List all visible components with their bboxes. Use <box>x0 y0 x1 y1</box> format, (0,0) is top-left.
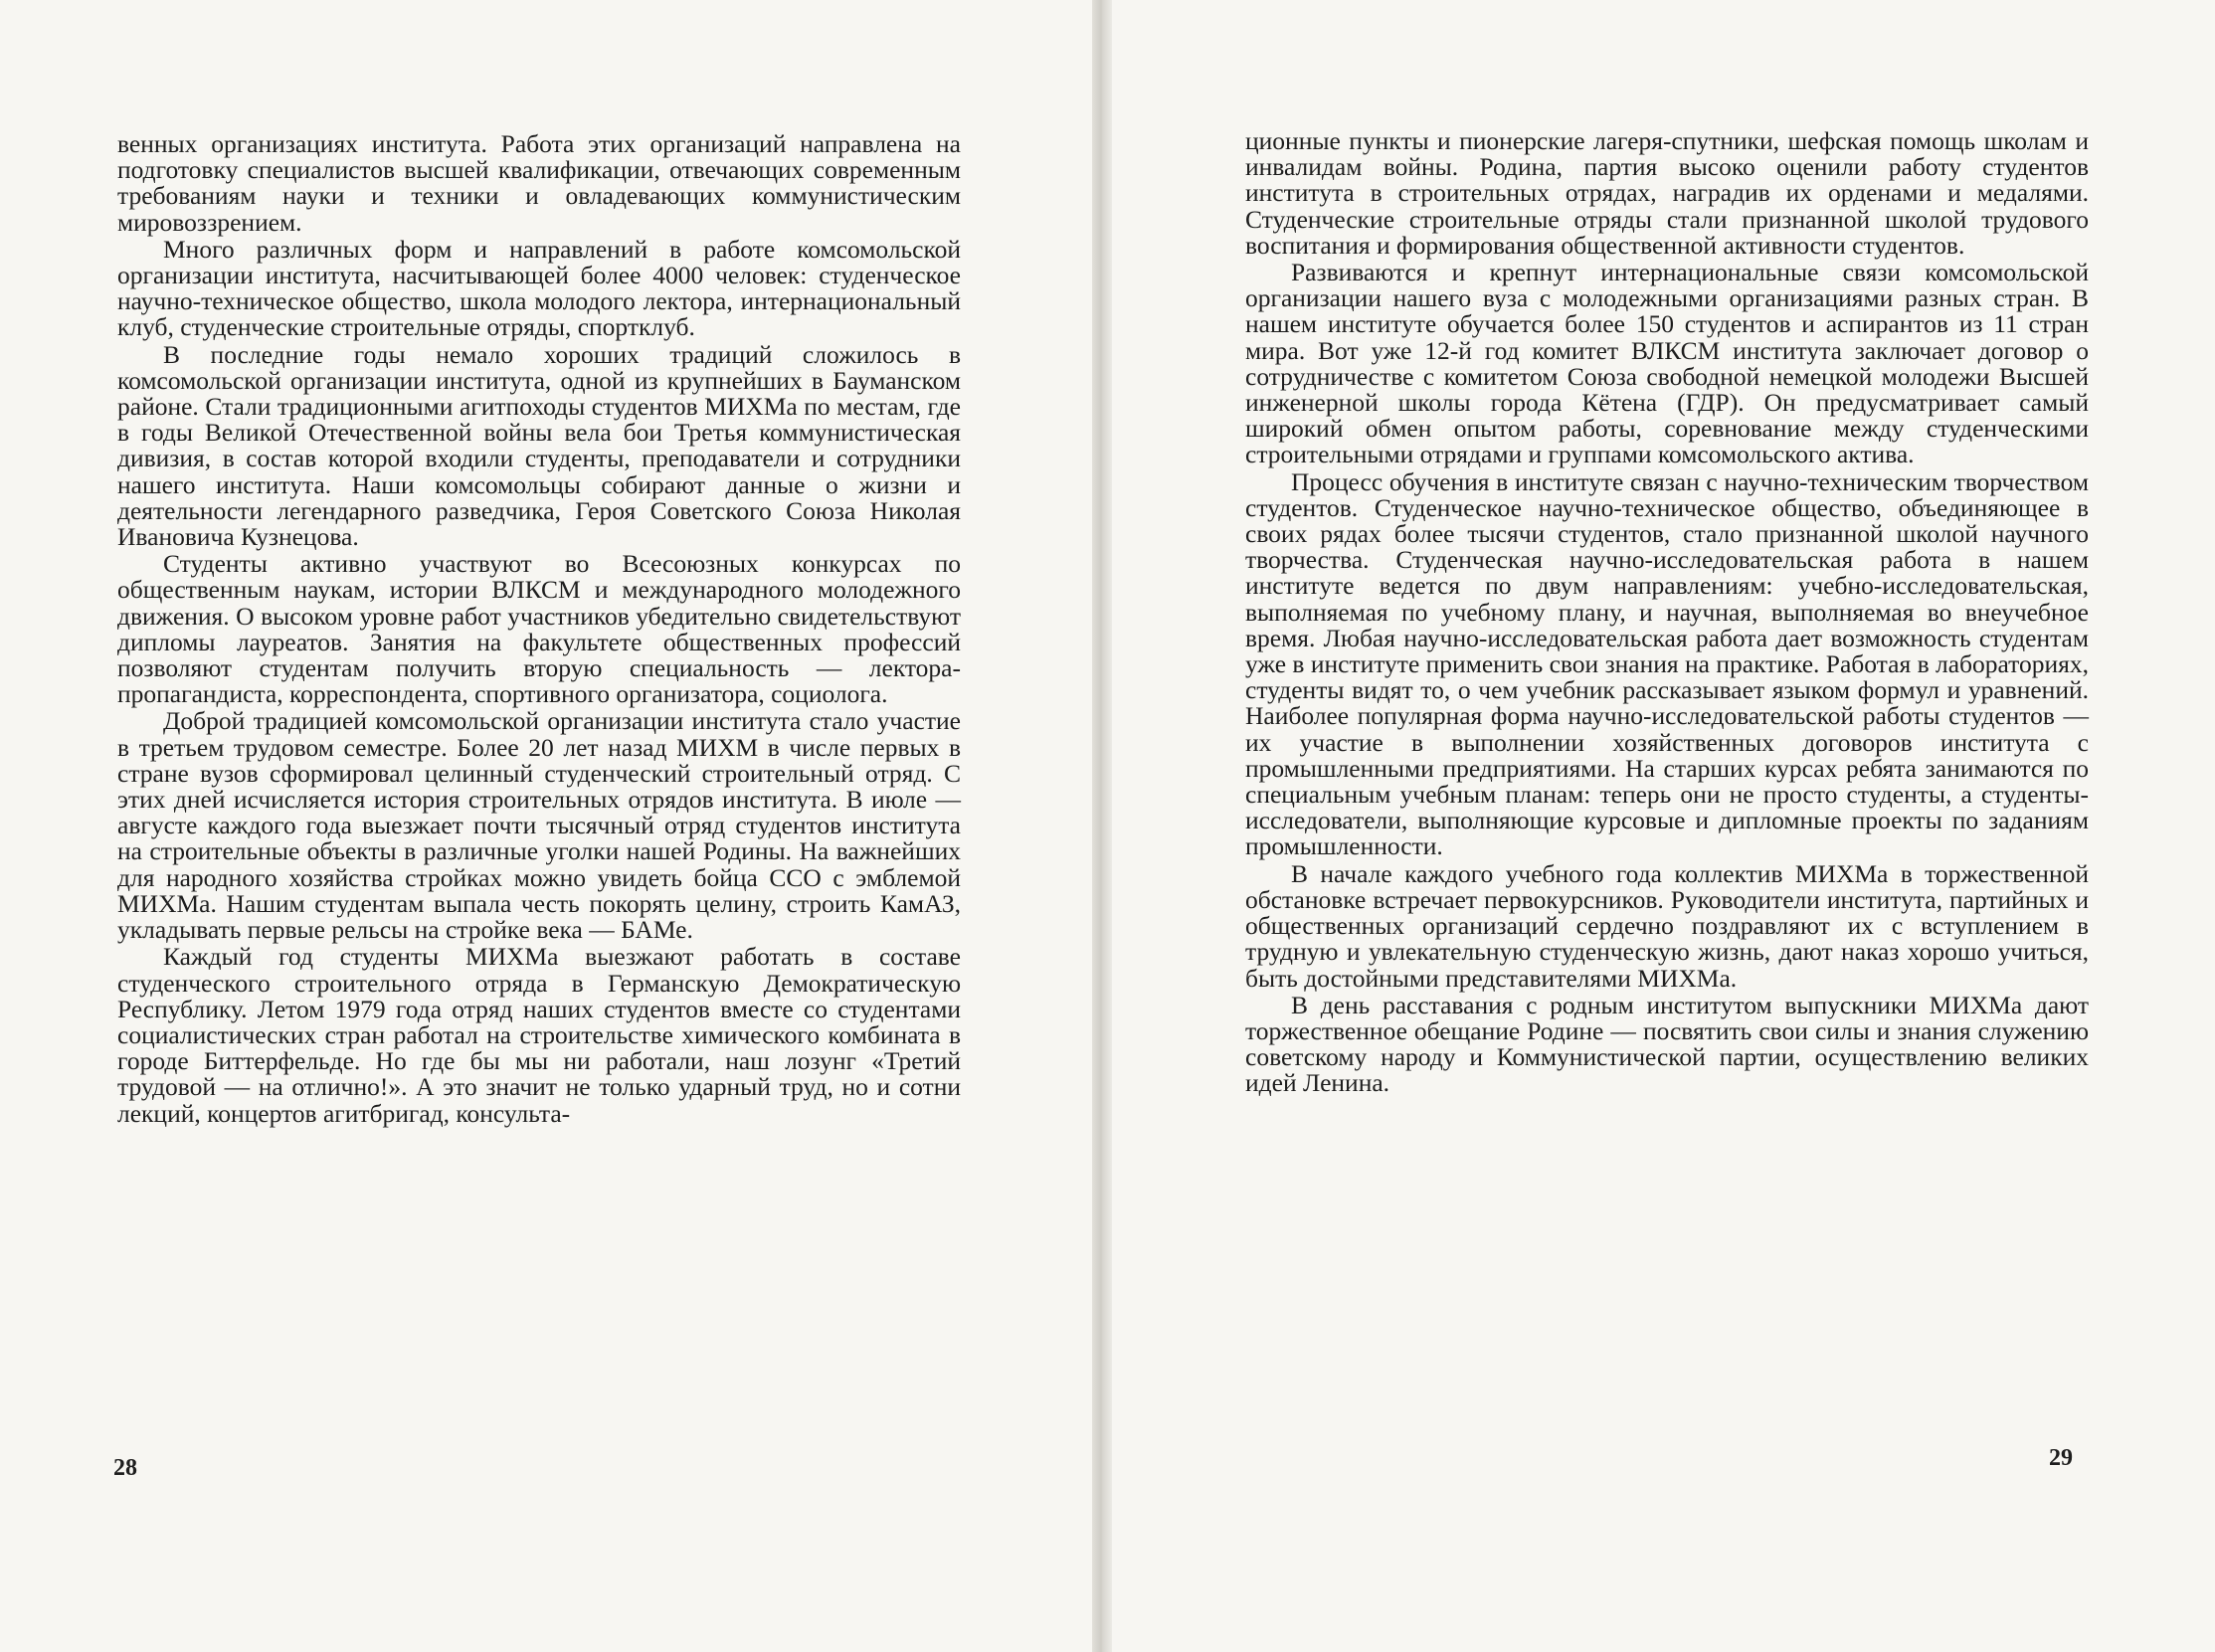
paragraph: Процесс обучения в институте связан с научно-техническим творчеством студентов. Студенческое научно-техническое общество, объединяющее в своих рядах более тысячи студентов, стало признанной школой научного творчества. Студенческая научно-исследовательская работа в нашем институте ведется по двум направлениям: учебно-исследовательская, выполняемая по учебному плану, и научная, выполняемая во внеучебное время. Любая научно-исследовательская работа дает возможность студентам уже в институте применить свои знания на практике. Работая в лабораториях, студенты видят то, о чем учебник рассказывает языком формул и уравнений. Наиболее популярная форма научно-исследовательской работы студентов — их участие в выполнении хозяйственных договоров института с промышленными предприятиями. На старших курсах ребята занимаются по специальным учебным планам: теперь они не просто студенты, а студенты-исследователи, выполняющие курсовые и дипломные проекты по заданиям промышленности. <box>1245 466 2089 861</box>
paragraph: венных организациях института. Работа этих организаций направлена на подготовку специалистов высшей квалификации, отвечающих современным требованиям науки и техники и овладевающих коммунистическим мировоззрением. <box>117 129 961 237</box>
paragraph: Доброй традицией комсомольской организации института стало участие в третьем трудовом семестре. Более 20 лет назад МИХМ в числе первых в стране вузов сформировал целинный студенческий строительный отряд. С этих дней исчисляется история строительных отрядов института. В июле — августе каждого года выезжает почти тысячный отряд студентов института на строительные объекты в различные уголки нашей Родины. На важнейших для народного хозяйства стройках можно увидеть бойца ССО с эмблемой МИХМа. Нашим студентам выпала честь покорять целину, строить КамАЗ, укладывать первые рельсы на стройке века — БАМе. <box>117 706 961 945</box>
paragraph: В начале каждого учебного года коллектив МИХМа в торжественной обстановке встречает первокурсников. Руководители института, партийных и общественных организаций сердечно поздравляют их с вступлением в трудную и увлекательную студенческую жизнь, дают наказ хорошо учиться, быть достойными представителями МИХМа. <box>1245 858 2089 993</box>
book-gutter <box>1092 0 1112 1652</box>
paragraph: Много различных форм и направлений в работе комсомольской организации института, насчитывающей более 4000 человек: студенческое научно-техническое общество, школа молодого лектора, интернациональный клуб, студенческие строительные отряды, спортклуб. <box>117 234 961 342</box>
paragraph: ционные пункты и пионерские лагеря-спутники, шефская помощь школам и инвалидам войны. Родина, партия высоко оценили работу студентов института в строительных отрядах, наградив их орденами и медалями. Студенческие строительные отряды стали признанной школой трудового воспитания и формирования общественной активности студентов. <box>1245 126 2089 260</box>
paragraph: Студенты активно участвуют во Всесоюзных конкурсах по общественным наукам, истории ВЛКСМ и международного молодежного движения. О высоком уровне работ участников убедительно свидетельствуют дипломы лауреатов. Занятия на факультете общественных профессий позволяют студентам получить вторую специальность — лектора-пропагандиста, корреспондента, спортивного организатора, социолога. <box>117 549 961 709</box>
paragraph: В день расставания с родным институтом выпускники МИХМа дают торжественное обещание Родине — посвятить свои силы и знания служению советскому народу и Коммунистической партии, осуществлению великих идей Ленина. <box>1245 990 2089 1098</box>
page-number: 28 <box>113 1455 137 1481</box>
left-page-text <box>117 131 961 1127</box>
paragraph: Каждый год студенты МИХМа выезжают работать в составе студенческого строительного отряда в Германскую Демократическую Республику. Летом 1979 года отряд наших студентов вместе со студентами социалистических стран работал на строительстве химического комбината в городе Биттерфельде. Но где бы мы ни работали, наш лозунг «Третий трудовой — на отлично!». А это значит не только ударный труд, но и сотни лекций, концертов агитбригад, консульта- <box>117 942 961 1128</box>
right-page-text <box>1245 128 2089 1097</box>
paragraph: Развиваются и крепнут интернациональные связи комсомольской организации нашего вуза с молодежными организациями разных стран. В нашем институте обучается более 150 студентов и аспирантов из 11 стран мира. Вот уже 12-й год комитет ВЛКСМ института заключает договор о сотрудничестве с комитетом Союза свободной немецкой молодежи Высшей инженерной школы города Кётена (ГДР). Он предусматривает самый широкий обмен опытом работы, соревнование между студенческими строительными отрядами и группами комсомольского актива. <box>1245 258 2089 469</box>
paragraph: В последние годы немало хороших традиций сложилось в комсомольской организации института, одной из крупнейших в Бауманском районе. Стали традиционными агитпоходы студентов МИХМа по местам, где в годы Великой Отечественной войны вела бои Третья коммунистическая дивизия, в состав которой входили студенты, преподаватели и сотрудники нашего института. Наши комсомольцы собирают данные о жизни и деятельности легендарного разведчика, Героя Советского Союза Николая Ивановича Кузнецова. <box>117 339 961 552</box>
right-page <box>1112 0 2215 1652</box>
page-number: 29 <box>2049 1445 2073 1471</box>
left-page <box>0 0 1092 1652</box>
